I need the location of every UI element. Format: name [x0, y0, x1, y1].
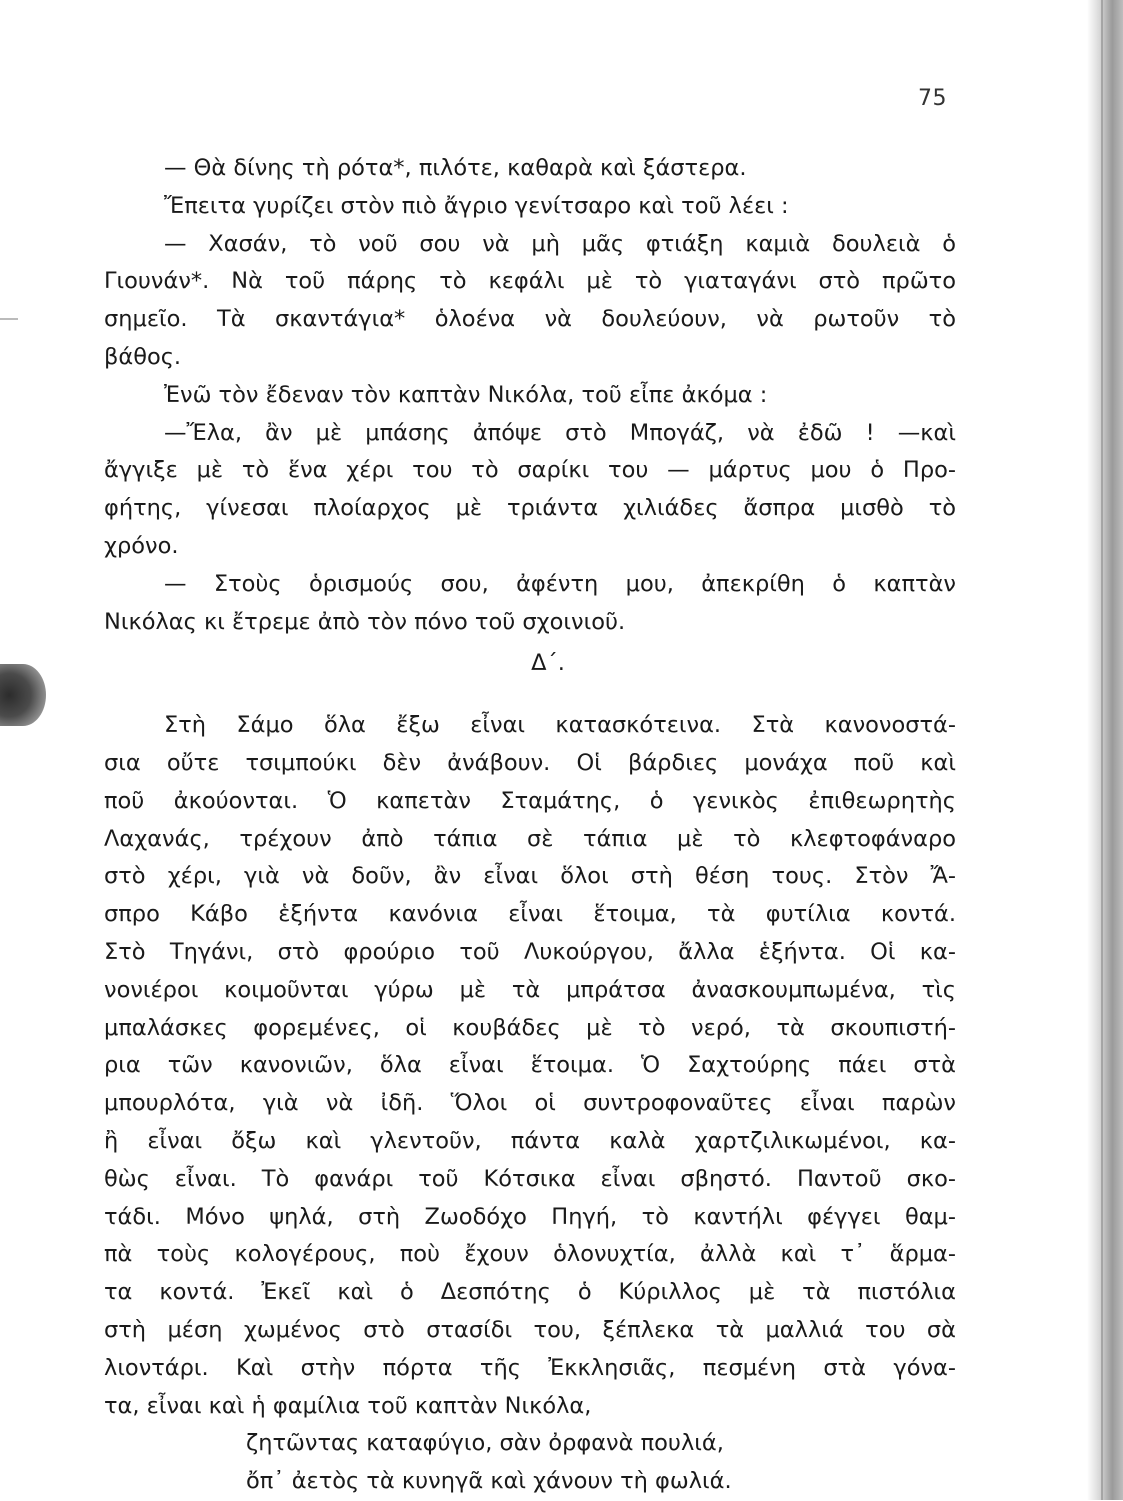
- dialogue-line: σημεῖο. Τὰ σκαντάγια* ὁλοένα νὰ δουλεύουν, νὰ ρωτοῦν τὸ: [104, 306, 956, 333]
- body-text: [104, 150, 956, 1501]
- page-edge-line: [1101, 0, 1103, 1500]
- paragraph-line: τάδι. Μόνο ψηλά, στὴ Ζωοδόχο Πηγή, τὸ καντήλι φέγγει θαμ-: [104, 1203, 956, 1230]
- narration-line: Ἔπειτα γυρίζει στὸν πιὸ ἄγριο γενίτσαρο καὶ τοῦ λέει :: [164, 192, 789, 219]
- verse-line: ὄπ᾿ ἀετὸς τὰ κυνηγᾶ καὶ χάνουν τὴ φωλιά.: [246, 1468, 732, 1495]
- dialogue-line: χρόνο.: [104, 532, 179, 559]
- paragraph-line: στὸ χέρι, γιὰ νὰ δοῦν, ἂν εἶναι ὅλοι στὴ θέση τους. Στὸν Ἄ-: [104, 863, 956, 890]
- page-edge-shadow: [1087, 0, 1123, 1500]
- paragraph-line: νονιέροι κοιμοῦνται γύρω μὲ τὰ μπράτσα ἀνασκουμπωμένα, τὶς: [104, 976, 956, 1003]
- paragraph-line: στὴ μέση χωμένος στὸ στασίδι του, ξέπλεκα τὰ μαλλιά του σὰ: [104, 1316, 956, 1343]
- paragraph-line: λιοντάρι. Καὶ στὴν πόρτα τῆς Ἐκκλησιᾶς, πεσμένη στὰ γόνα-: [104, 1354, 956, 1381]
- paragraph-line: τα κοντά. Ἐκεῖ καὶ ὁ Δεσπότης ὁ Κύριλλος μὲ τὰ πιστόλια: [104, 1279, 956, 1306]
- paragraph-line: σια οὔτε τσιμπούκι δὲν ἀνάβουν. Οἱ βάρδιες μονάχα ποῦ καὶ: [104, 749, 956, 776]
- verse-quote: [104, 1425, 956, 1501]
- paragraph-line: μπουρλότα, γιὰ νὰ ἰδῆ. Ὅλοι οἱ συντροφοναῦτες εἶναι παρὼν: [104, 1090, 956, 1117]
- dialogue-line: βάθος.: [104, 343, 182, 370]
- dialogue-line: — Χασάν, τὸ νοῦ σου νὰ μὴ μᾶς φτιάξη καμιὰ δουλειὰ ὁ: [164, 230, 956, 257]
- paragraph-line: ἢ εἶναι ὄξω καὶ γλεντοῦν, πάντα καλὰ χαρτζιλικωμένοι, κα-: [104, 1127, 956, 1154]
- paragraph-line: σπρο Κάβο ἑξήντα κανόνια εἶναι ἕτοιμα, τὰ φυτίλια κοντά.: [104, 901, 956, 928]
- paragraph-line: μπαλάσκες φορεμένες, οἱ κουβάδες μὲ τὸ νερό, τὰ σκουπιστή-: [104, 1014, 956, 1041]
- paragraph-line: Στὴ Σάμο ὅλα ἔξω εἶναι κατασκότεινα. Στὰ κανονοστά-: [164, 712, 956, 739]
- paragraph-line: θὼς εἶναι. Τὸ φανάρι τοῦ Κότσικα εἶναι σβηστό. Παντοῦ σκο-: [104, 1165, 956, 1192]
- page-number: 75: [918, 86, 947, 111]
- paragraph-line: Στὸ Τηγάνι, στὸ φρούριο τοῦ Λυκούργου, ἄλλα ἑξήντα. Οἱ κα-: [104, 938, 956, 965]
- paragraph-line: ποῦ ἀκούονται. Ὁ καπετὰν Σταμάτης, ὁ γενικὸς ἐπιθεωρητὴς: [104, 787, 956, 814]
- dialogue-line: — Στοὺς ὁρισμούς σου, ἀφέντη μου, ἀπεκρίθη ὁ καπτὰν: [164, 570, 956, 597]
- verse-line: ζητῶντας καταφύγιο, σὰν ὀρφανὰ πουλιά,: [246, 1430, 724, 1457]
- paragraph-line: ρια τῶν κανονιῶν, ὅλα εἶναι ἕτοιμα. Ὁ Σαχτούρης πάει στὰ: [104, 1052, 956, 1079]
- paragraph-line: πὰ τοὺς κολογέρους, ποὺ ἔχουν ὁλονυχτία, ἀλλὰ καὶ τ᾿ ἅρμα-: [104, 1241, 956, 1268]
- narration-line: Ἐνῶ τὸν ἔδεναν τὸν καπτὰν Νικόλα, τοῦ εἶπε ἀκόμα :: [164, 381, 768, 408]
- paragraph-line: Λαχανάς, τρέχουν ἀπὸ τάπια σὲ τάπια μὲ τὸ κλεφτοφάναρο: [104, 825, 956, 852]
- dialogue-line: Γιουνάν*. Νὰ τοῦ πάρης τὸ κεφάλι μὲ τὸ γιαταγάνι στὸ πρῶτο: [104, 268, 956, 295]
- binding-hole-mark: [0, 664, 46, 726]
- margin-tick-mark: [0, 318, 18, 320]
- dialogue-line: Νικόλας κι ἔτρεμε ἀπὸ τὸν πόνο τοῦ σχοινιοῦ.: [104, 608, 626, 635]
- dialogue-line: —Ἔλα, ἂν μὲ μπάσης ἀπόψε στὸ Μπογάζ, νὰ ἐδῶ ! —καὶ: [164, 419, 956, 446]
- dialogue-line: φήτης, γίνεσαι πλοίαρχος μὲ τριάντα χιλιάδες ἄσπρα μισθὸ τὸ: [104, 495, 956, 522]
- dialogue-line: — Θὰ δίνης τὴ ρότα*, πιλότε, καθαρὰ καὶ ξάστερα.: [164, 155, 747, 181]
- section-heading: Δ΄.: [531, 650, 565, 677]
- paragraph-line: τα, εἶναι καὶ ἡ φαμίλια τοῦ καπτὰν Νικόλα,: [104, 1392, 592, 1419]
- dialogue-line: ἄγγιξε μὲ τὸ ἕνα χέρι του τὸ σαρίκι του — μάρτυς μου ὁ Προ-: [104, 457, 956, 484]
